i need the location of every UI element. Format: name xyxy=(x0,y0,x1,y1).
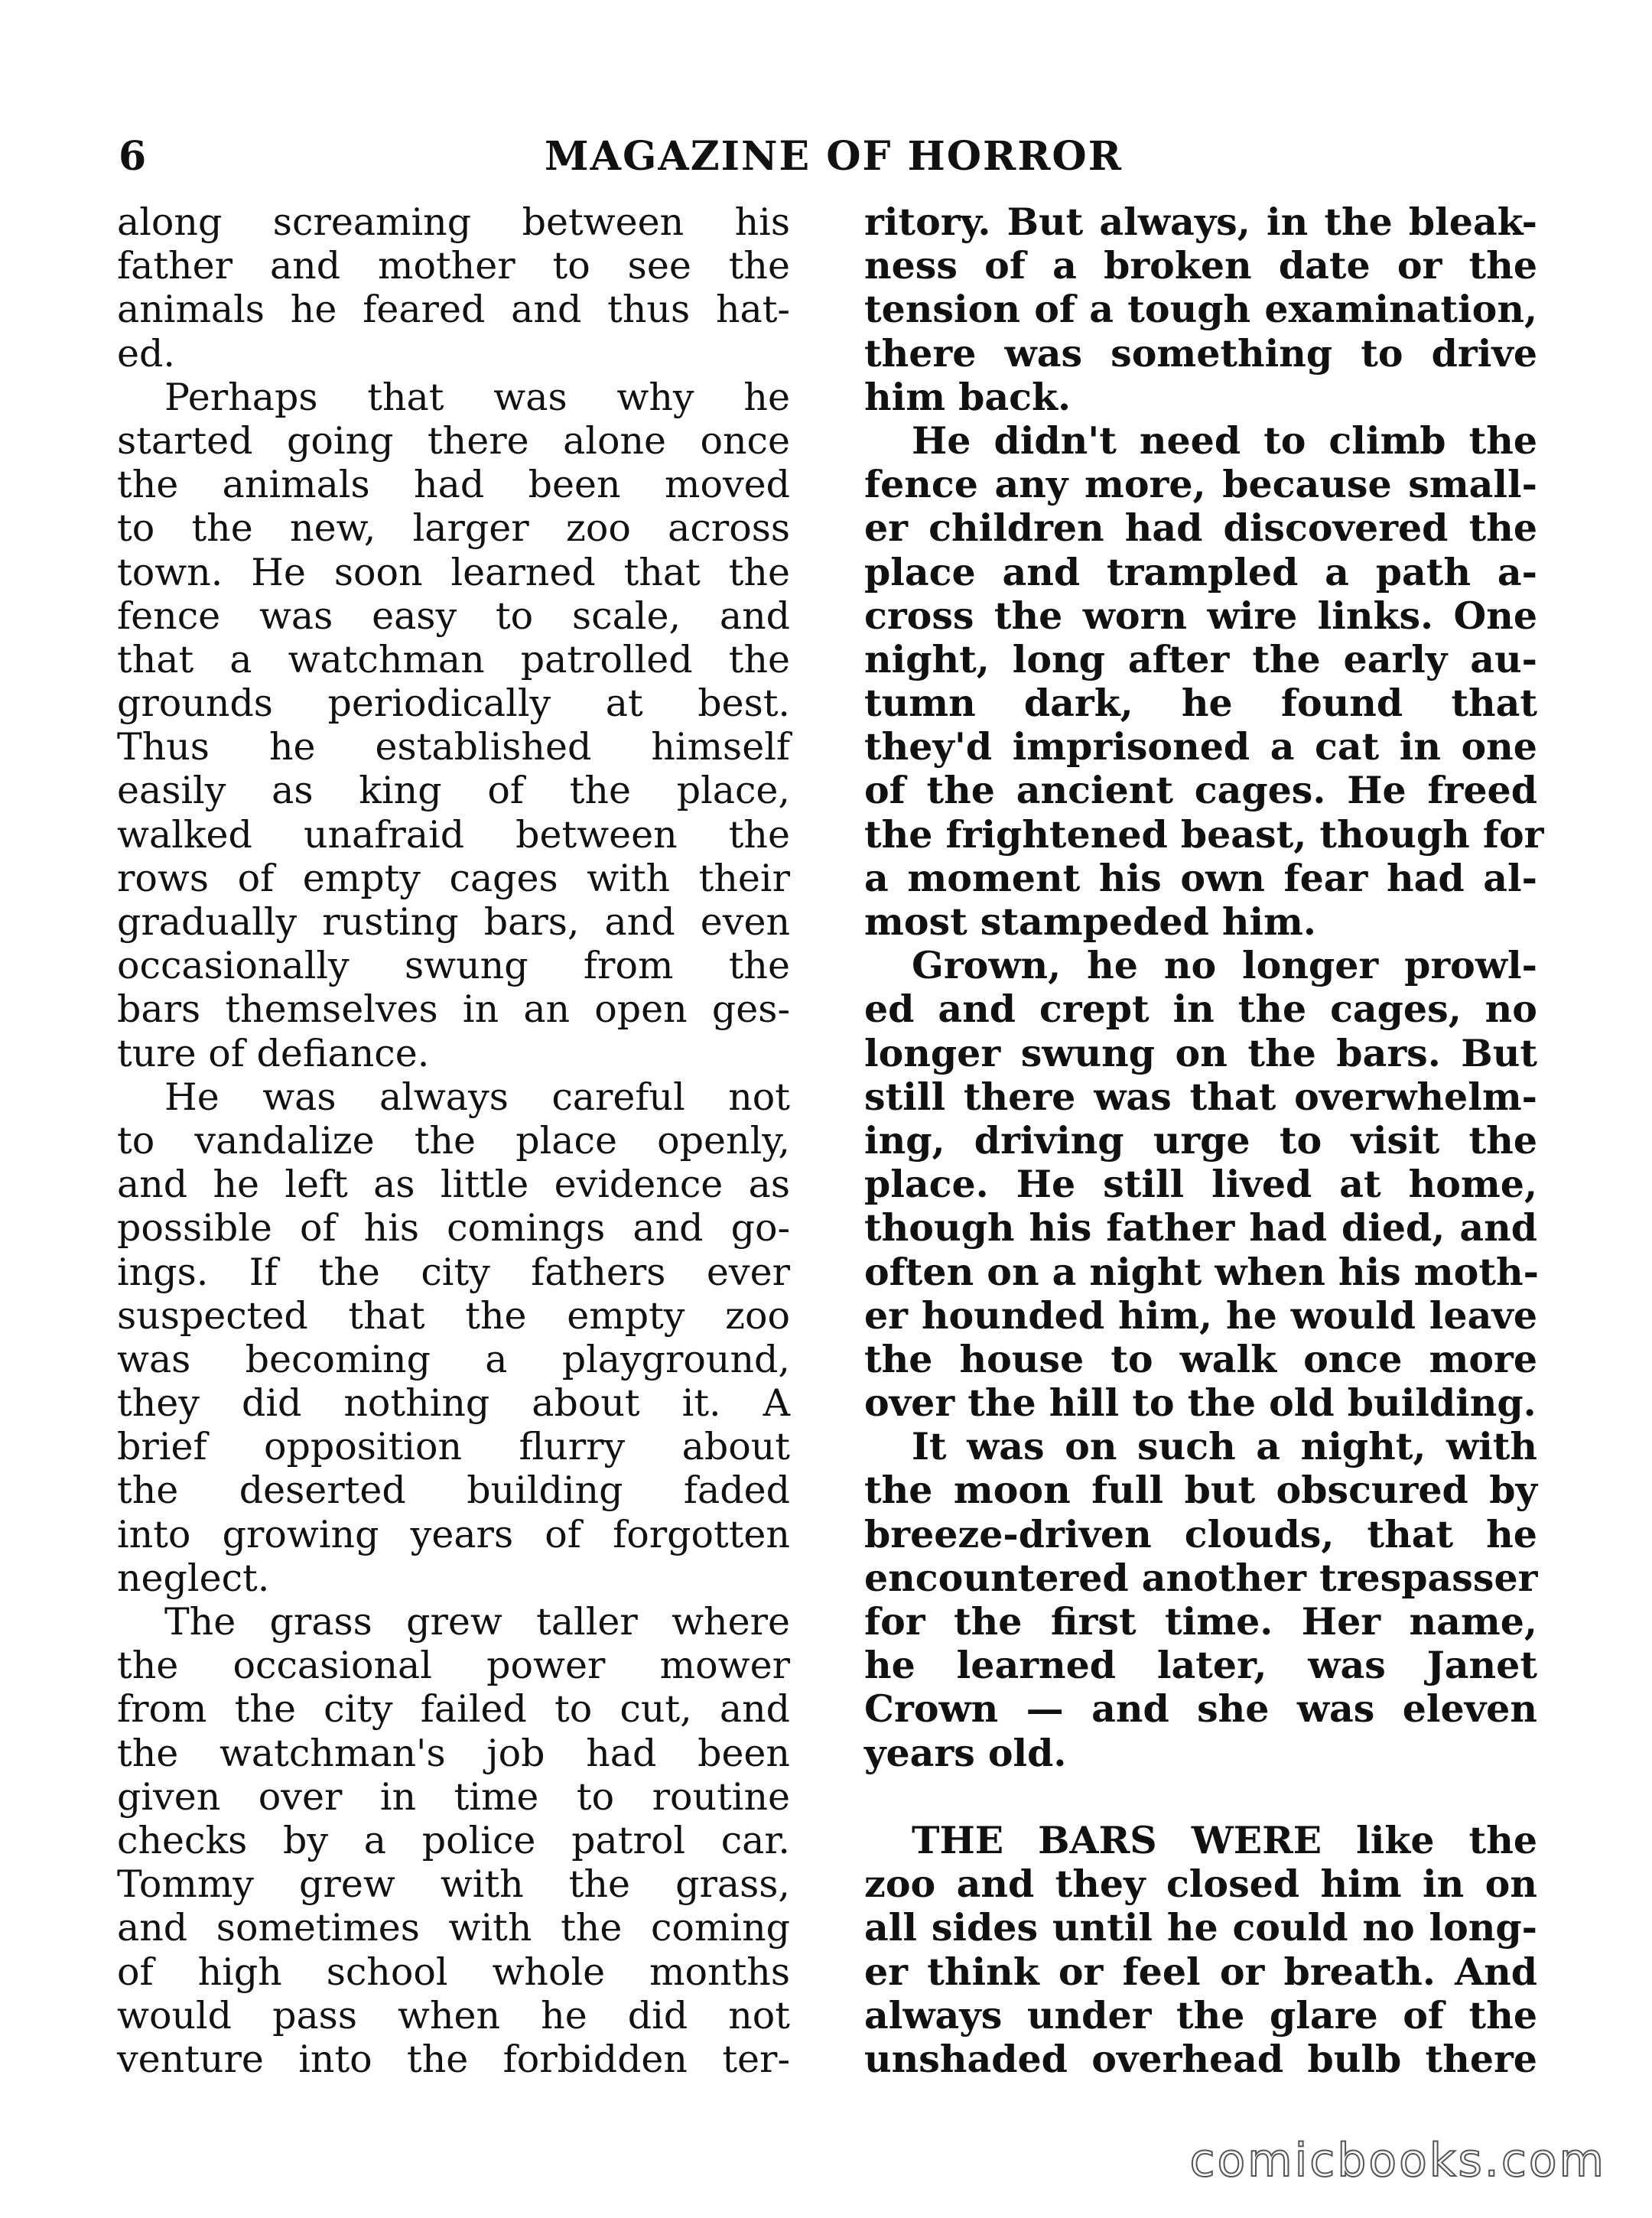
text-line: to vandalize the place openly, xyxy=(117,1118,790,1163)
text-line: that a watchman patrolled the xyxy=(117,637,790,681)
text-line: Thus he established himself xyxy=(117,725,790,769)
text-line: night, long after the early au- xyxy=(864,636,1537,681)
text-line: encountered another trespasser xyxy=(864,1555,1538,1600)
text-line: checks by a police patrol car. xyxy=(117,1818,790,1862)
text-line: brief opposition flurry about xyxy=(117,1425,790,1469)
text-line: still there was that overwhelm- xyxy=(864,1074,1537,1119)
text-line: often on a night when his moth- xyxy=(864,1249,1539,1294)
text-line: cross the worn wire links. One xyxy=(864,593,1537,638)
text-line: and he left as little evidence as xyxy=(117,1163,790,1207)
section-break xyxy=(864,1775,1537,1819)
text-line: unshaded overhead bulb there xyxy=(864,2036,1537,2081)
text-line: him back. xyxy=(864,374,1072,419)
text-line: of the ancient cages. He freed xyxy=(864,768,1537,813)
text-line: the moon full but obscured by xyxy=(864,1468,1537,1513)
text-line: neglect. xyxy=(117,1556,270,1600)
text-line: the house to walk once more xyxy=(864,1336,1537,1381)
text-line: Tommy grew with the grass, xyxy=(117,1862,790,1907)
left-text-column xyxy=(117,200,790,2081)
running-title: MAGAZINE OF HORROR xyxy=(545,133,1123,180)
text-line: all sides until he could no long- xyxy=(864,1905,1537,1950)
text-line: rows of empty cages with their xyxy=(117,856,790,900)
text-line: over the hill to the old building. xyxy=(864,1381,1537,1426)
text-line: tumn dark, he found that xyxy=(864,681,1537,726)
text-line: zoo and they closed him in on xyxy=(864,1862,1537,1907)
text-line: always under the glare of the xyxy=(864,1992,1537,2038)
text-line: suspected that the empty zoo xyxy=(117,1293,790,1338)
text-line: ritory. But always, in the bleak- xyxy=(864,200,1537,244)
text-line: the deserted building faded xyxy=(117,1468,790,1513)
text-line: grounds periodically at best. xyxy=(117,681,790,726)
text-line: he learned later, was Janet xyxy=(864,1643,1537,1688)
text-line: THE BARS WERE like the xyxy=(912,1817,1537,1862)
text-line: for the first time. Her name, xyxy=(864,1599,1537,1644)
text-line: breeze-driven clouds, that he xyxy=(864,1511,1537,1556)
text-line: the animals had been moved xyxy=(117,463,790,507)
page-header xyxy=(119,130,1549,184)
text-line: into growing years of forgotten xyxy=(117,1512,790,1556)
text-line: place. He still lived at home, xyxy=(864,1162,1537,1207)
text-line: er think or feel or breath. And xyxy=(864,1949,1537,1994)
text-line: Grown, he no longer prowl- xyxy=(912,943,1537,988)
text-line: and sometimes with the coming xyxy=(117,1906,790,1950)
text-line: along screaming between his xyxy=(117,200,790,244)
text-line: gradually rusting bars, and even xyxy=(117,900,790,944)
text-line: ed and crept in the cages, no xyxy=(864,987,1537,1032)
text-line: father and mother to see the xyxy=(117,244,790,288)
text-line: ings. If the city fathers ever xyxy=(117,1250,790,1294)
text-line: started going there alone once xyxy=(117,418,790,463)
text-line: ing, driving urge to visit the xyxy=(864,1117,1537,1163)
text-line: Perhaps that was why he xyxy=(164,375,790,419)
text-line: venture into the forbidden ter- xyxy=(117,2037,790,2081)
text-line: though his father had died, and xyxy=(864,1205,1537,1250)
text-line: they did nothing about it. A xyxy=(117,1381,790,1426)
text-line: given over in time to routine xyxy=(117,1774,790,1819)
text-line: would pass when he did not xyxy=(117,1993,790,2038)
text-line: most stampeded him. xyxy=(864,899,1316,944)
text-line: a moment his own fear had al- xyxy=(864,855,1537,900)
text-line: possible of his comings and go- xyxy=(117,1206,790,1250)
text-line: the occasional power mower xyxy=(117,1644,790,1688)
text-line: easily as king of the place, xyxy=(117,769,790,813)
text-line: of high school whole months xyxy=(117,1950,790,1994)
text-line: they'd imprisoned a cat in one xyxy=(864,724,1537,769)
text-line: er children had discovered the xyxy=(864,506,1537,551)
text-line: animals he feared and thus hat- xyxy=(117,288,790,332)
text-line: the frightened beast, though for xyxy=(864,811,1544,857)
text-line: He was always careful not xyxy=(164,1075,790,1119)
text-line: years old. xyxy=(864,1730,1067,1775)
text-line: there was something to drive xyxy=(864,330,1537,376)
text-line: bars themselves in an open ges- xyxy=(117,987,790,1032)
watermark-text: comicbooks.com xyxy=(1189,2134,1606,2187)
text-line: fence was easy to scale, and xyxy=(117,594,790,638)
text-line: longer swung on the bars. But xyxy=(864,1030,1537,1075)
text-line: to the new, larger zoo across xyxy=(117,506,790,551)
text-line: It was on such a night, with xyxy=(912,1424,1537,1469)
text-line: He didn't need to climb the xyxy=(912,418,1537,463)
text-line: from the city failed to cut, and xyxy=(117,1687,790,1732)
text-line: town. He soon learned that the xyxy=(117,550,790,594)
right-text-column xyxy=(864,200,1544,2081)
text-line: tension of a tough examination, xyxy=(864,287,1537,332)
text-line: ture of defiance. xyxy=(117,1031,430,1075)
text-line: was becoming a playground, xyxy=(117,1337,790,1381)
page-number: 6 xyxy=(119,133,147,180)
text-line: The grass grew taller where xyxy=(164,1600,790,1644)
text-line: er hounded him, he would leave xyxy=(864,1293,1537,1338)
text-line: fence any more, because small- xyxy=(864,462,1537,507)
text-line: occasionally swung from the xyxy=(117,944,790,988)
text-line: ed. xyxy=(117,331,175,376)
text-line: Crown — and she was eleven xyxy=(864,1686,1537,1732)
text-line: ness of a broken date or the xyxy=(864,243,1537,288)
text-line: walked unafraid between the xyxy=(117,812,790,857)
text-line: place and trampled a path a- xyxy=(864,549,1537,594)
text-line: the watchman's job had been xyxy=(117,1731,790,1775)
